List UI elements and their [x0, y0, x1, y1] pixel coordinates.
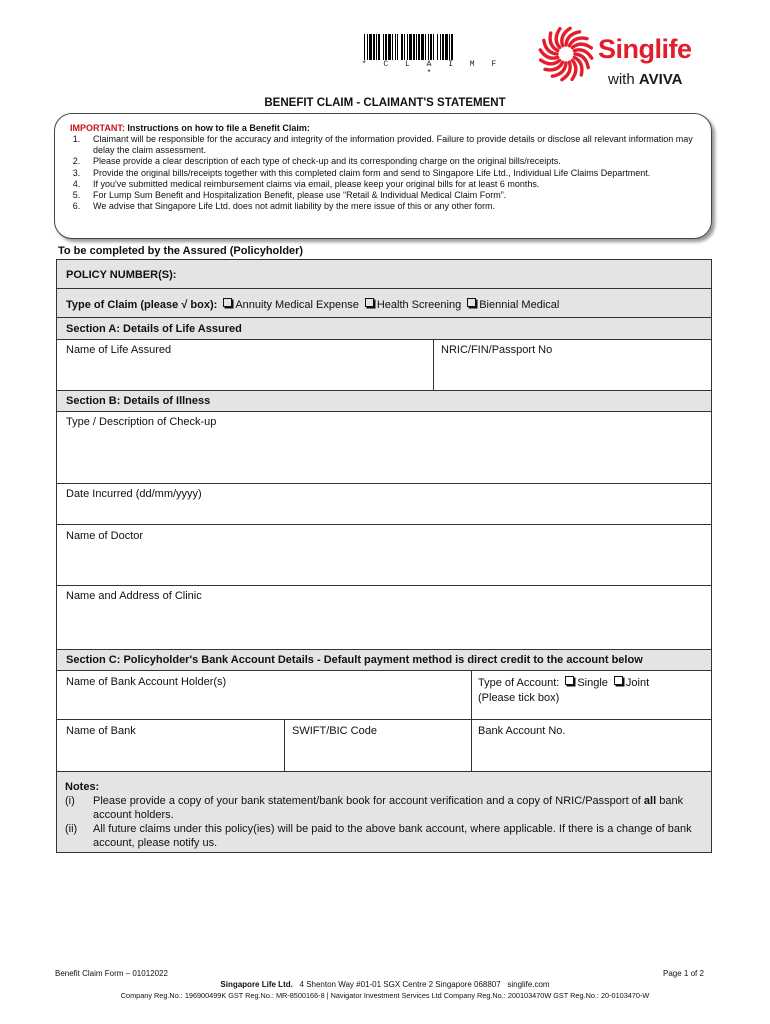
- singlife-logo-icon: [538, 26, 594, 82]
- clinic-address-field[interactable]: Name and Address of Clinic: [66, 590, 202, 602]
- item-text: Claimant will be responsible for the accuracy and integrity of the information provided. Failure to provide details or disclose all relevant information may delay the claim assessment.: [93, 134, 693, 156]
- checkbox-annuity[interactable]: [223, 298, 232, 307]
- notes: [65, 780, 705, 850]
- nric-field[interactable]: NRIC/FIN/Passport No: [441, 344, 553, 356]
- bank-name-field[interactable]: Name of Bank: [66, 725, 136, 737]
- checkbox-single[interactable]: [565, 676, 574, 685]
- form-id: Benefit Claim Form – 01012022: [55, 969, 168, 978]
- assured-heading: To be completed by the Assured (Policyholder): [58, 245, 304, 257]
- item-number: 6.: [72, 201, 81, 212]
- instructions-title: Instructions on how to file a Benefit Claim:: [127, 123, 310, 133]
- account-holder-field[interactable]: Name of Bank Account Holder(s): [66, 676, 227, 688]
- list-item: [60, 190, 700, 201]
- policy-numbers-field[interactable]: POLICY NUMBER(S):: [66, 269, 177, 281]
- section-c-title: Section C: Policyholder's Bank Account Details - Default payment method is direct credit to the account below: [66, 654, 643, 666]
- note-text: Please provide a copy of your bank statement/bank book for account verification and a copy of NRIC/Passport of all bank account holders.: [93, 795, 684, 821]
- logo-with: with: [608, 71, 635, 88]
- logo-subtitle: [608, 71, 682, 88]
- item-number: 4.: [72, 178, 81, 189]
- date-incurred-field[interactable]: Date Incurred (dd/mm/yyyy): [66, 488, 202, 500]
- claim-type-option: Annuity Medical Expense: [235, 299, 359, 311]
- checkbox-health-screening[interactable]: [365, 298, 374, 307]
- item-text: We advise that Singapore Life Ltd. does not admit liability by the mere issue of this or any other form.: [93, 201, 496, 212]
- claim-type-row: [66, 298, 559, 311]
- page-title: BENEFIT CLAIM - CLAIMANT'S STATEMENT: [264, 97, 506, 109]
- item-number: 1.: [72, 134, 81, 144]
- swift-code-field[interactable]: SWIFT/BIC Code: [292, 725, 377, 737]
- list-item: [60, 134, 700, 156]
- registration-line: Company Reg.No.: 196900499K GST Reg.No.: MR-8500166-8 | Navigator Investment Services Ltd Company Reg.No.: 200103470W GST Reg.No.: 20-0103470-W: [120, 991, 650, 1000]
- logo-name: Singlife: [598, 34, 692, 64]
- account-type-row: [478, 676, 649, 689]
- item-text: For Lump Sum Benefit and Hospitalization Benefit, please use “Retail & Individual Medical Claim Form”.: [93, 190, 507, 201]
- item-text: Provide the original bills/receipts together with this completed claim form and send to Singapore Life Ltd., Individual Life Claims Department.: [93, 167, 651, 178]
- claim-type-label: Type of Claim (please √ box):: [66, 299, 218, 311]
- notes-title: Notes:: [65, 781, 100, 793]
- instructions-list: [60, 134, 700, 212]
- section-a-title: Section A: Details of Life Assured: [66, 323, 242, 335]
- item-text: If you've submitted medical reimbursement claims via email, please keep your original bills for at least 6 months.: [93, 178, 540, 189]
- item-number: 5.: [72, 190, 81, 201]
- company-address: 4 Shenton Way #01-01 SGX Centre 2 Singapore 068807: [299, 980, 501, 989]
- list-item: [65, 794, 705, 822]
- tick-box-hint: (Please tick box): [478, 692, 560, 704]
- company-line: [0, 980, 770, 989]
- section-b-title: Section B: Details of Illness: [66, 395, 211, 407]
- note-number: (ii): [65, 823, 78, 835]
- barcode: [364, 34, 500, 60]
- item-number: 2.: [72, 156, 81, 167]
- important-label: IMPORTANT:: [70, 123, 125, 133]
- instructions-heading: [70, 123, 310, 133]
- list-item: [65, 822, 705, 850]
- item-number: 3.: [72, 167, 81, 178]
- list-item: [60, 168, 700, 179]
- claim-type-option: Biennial Medical: [479, 299, 560, 311]
- logo-partner: AVIVA: [638, 71, 683, 88]
- note-number: (i): [65, 795, 75, 807]
- checkbox-joint[interactable]: [614, 676, 623, 685]
- doctor-name-field[interactable]: Name of Doctor: [66, 530, 144, 542]
- checkup-description-field[interactable]: Type / Description of Check-up: [66, 416, 217, 428]
- checkbox-biennial[interactable]: [467, 298, 476, 307]
- claim-form: [56, 259, 712, 853]
- account-type-label: Type of Account:: [478, 677, 560, 689]
- account-option: Single: [577, 677, 608, 689]
- barcode-caption: * C L A I M F *: [361, 60, 503, 78]
- note-text: All future claims under this policy(ies) will be paid to the above bank account, where applicable. If there is a change of bank account, please notify us.: [93, 823, 692, 849]
- list-item: [60, 179, 700, 190]
- page-number: Page 1 of 2: [663, 969, 704, 978]
- list-item: [60, 201, 700, 212]
- list-item: [60, 156, 700, 167]
- name-life-assured-field[interactable]: Name of Life Assured: [66, 344, 172, 356]
- company-name: Singapore Life Ltd.: [220, 980, 293, 989]
- account-option: Joint: [625, 677, 650, 689]
- claim-type-option: Health Screening: [376, 299, 462, 311]
- account-number-field[interactable]: Bank Account No.: [478, 725, 566, 737]
- item-text: Please provide a clear description of each type of check-up and its corresponding charge on the original bills/receipts.: [93, 156, 561, 167]
- company-website[interactable]: singlife.com: [507, 980, 550, 989]
